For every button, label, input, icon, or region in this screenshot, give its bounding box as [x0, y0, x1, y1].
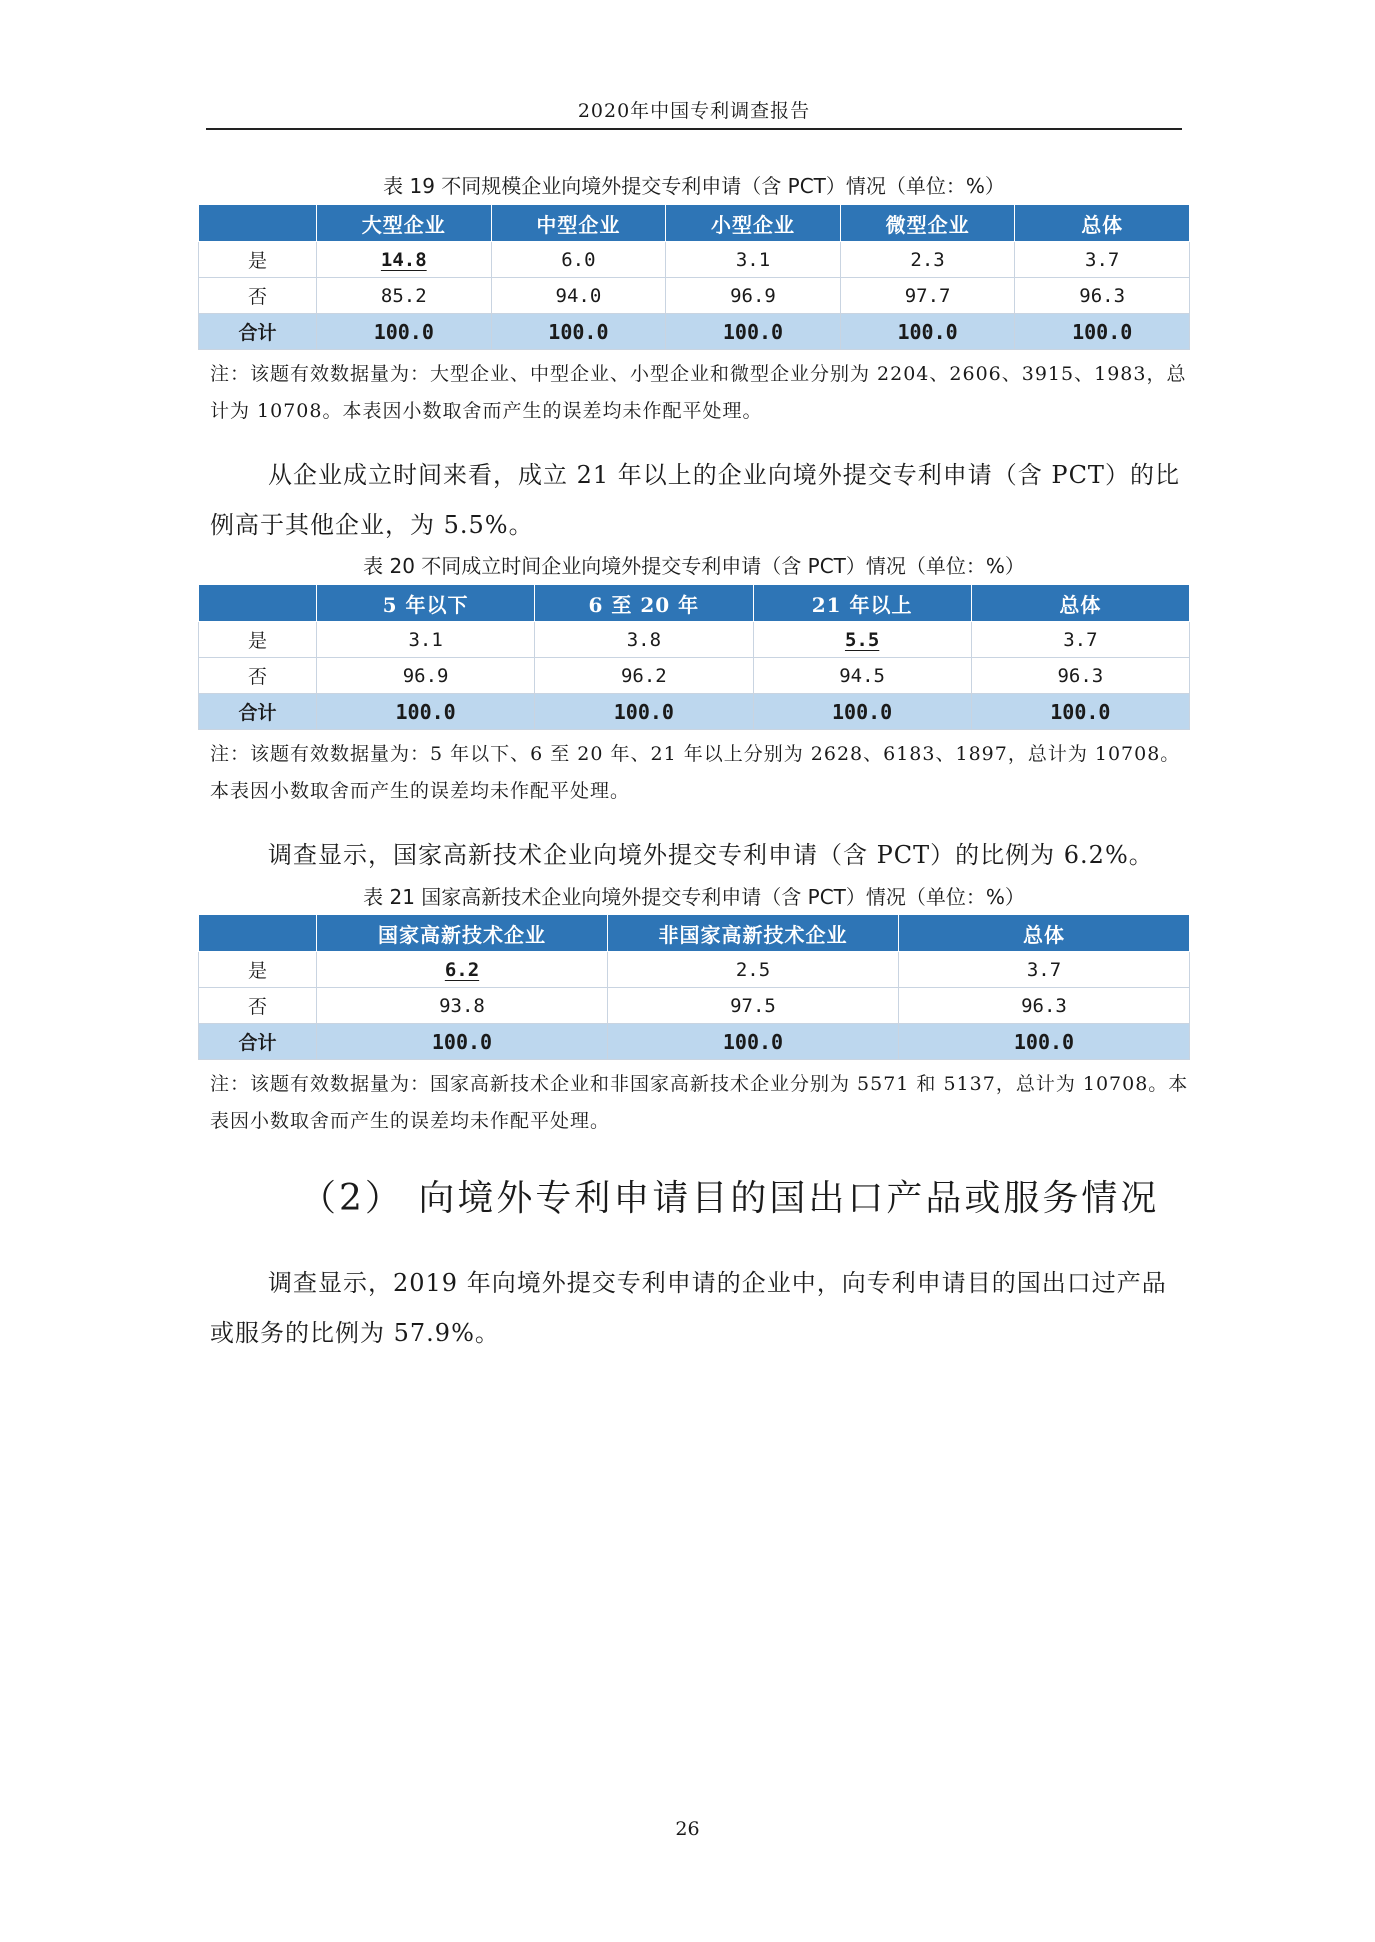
column-header: 总体 [1015, 205, 1190, 242]
table-cell: 94.5 [753, 658, 971, 694]
table-cell: 100.0 [608, 1024, 899, 1060]
section-heading: （2） 向境外专利申请目的国出口产品或服务情况 [300, 1178, 1160, 1219]
row-label: 合计 [199, 1024, 317, 1060]
table-19-caption: 表 19 不同规模企业向境外提交专利申请（含 PCT）情况（单位：%） [383, 174, 1005, 198]
column-header: 小型企业 [666, 205, 841, 242]
row-label: 是 [199, 242, 317, 278]
table-header-row [199, 915, 1190, 952]
table-cell: 3.8 [535, 622, 753, 658]
table-cell: 96.2 [535, 658, 753, 694]
table-row [199, 242, 1190, 278]
column-header: 微型企业 [840, 205, 1015, 242]
column-header: 6 至 20 年 [535, 585, 753, 622]
row-label: 否 [199, 988, 317, 1024]
column-header: 国家高新技术企业 [317, 915, 608, 952]
row-label: 否 [199, 658, 317, 694]
column-header: 中型企业 [491, 205, 666, 242]
table-cell: 96.3 [971, 658, 1189, 694]
table-cell: 100.0 [317, 1024, 608, 1060]
table-row [199, 622, 1190, 658]
table-cell: 96.9 [666, 278, 841, 314]
table-cell: 97.5 [608, 988, 899, 1024]
table-cell: 94.0 [491, 278, 666, 314]
running-header: 2020年中国专利调查报告 [577, 100, 811, 122]
column-header: 21 年以上 [753, 585, 971, 622]
paragraph-text: 调查显示，国家高新技术企业向境外提交专利申请（含 PCT）的比例为 6.2%。 [268, 841, 1154, 869]
table-corner-cell [199, 585, 317, 622]
table-cell: 2.5 [608, 952, 899, 988]
table-cell: 100.0 [753, 694, 971, 730]
header-rule [206, 128, 1182, 130]
table-cell: 100.0 [899, 1024, 1190, 1060]
table-19-note: 注：该题有效数据量为：大型企业、中型企业、小型企业和微型企业分别为 2204、2606、3915、1983，总计为 10708。本表因小数取舍而产生的误差均未作配平处理。 [210, 363, 1187, 422]
table-cell: 3.1 [317, 622, 535, 658]
body-paragraph [210, 450, 1180, 550]
table-cell: 93.8 [317, 988, 608, 1024]
table-cell: 96.3 [899, 988, 1190, 1024]
page-number: 26 [675, 1818, 700, 1840]
table-20-note: 注：该题有效数据量为：5 年以下、6 至 20 年、21 年以上分别为 2628、6183、1897，总计为 10708。本表因小数取舍而产生的误差均未作配平处理。 [210, 743, 1181, 802]
table-corner-cell [199, 915, 317, 952]
table-total-row [199, 1024, 1190, 1060]
table-header-row [199, 205, 1190, 242]
table-21-caption: 表 21 国家高新技术企业向境外提交专利申请（含 PCT）情况（单位：%） [363, 885, 1025, 909]
row-label: 否 [199, 278, 317, 314]
row-label: 是 [199, 622, 317, 658]
table-cell: 100.0 [317, 314, 492, 350]
table-total-row [199, 314, 1190, 350]
column-header: 总体 [971, 585, 1189, 622]
table-cell: 3.1 [666, 242, 841, 278]
paragraph-text: 从企业成立时间来看，成立 21 年以上的企业向境外提交专利申请（含 PCT）的比例高于其他企业，为 5.5%。 [210, 461, 1180, 539]
table-cell: 6.2 [317, 952, 608, 988]
body-paragraph [210, 830, 1180, 880]
table-cell: 3.7 [971, 622, 1189, 658]
table-cell: 14.8 [317, 242, 492, 278]
table-20 [198, 584, 1190, 730]
table-19 [198, 204, 1190, 350]
table-cell: 100.0 [666, 314, 841, 350]
row-label: 合计 [199, 314, 317, 350]
table-total-row [199, 694, 1190, 730]
table-cell: 96.9 [317, 658, 535, 694]
table-row [199, 658, 1190, 694]
table-cell: 100.0 [971, 694, 1189, 730]
table-cell: 2.3 [840, 242, 1015, 278]
column-header: 非国家高新技术企业 [608, 915, 899, 952]
column-header: 总体 [899, 915, 1190, 952]
table-cell: 5.5 [753, 622, 971, 658]
table-20-caption: 表 20 不同成立时间企业向境外提交专利申请（含 PCT）情况（单位：%） [363, 554, 1025, 578]
paragraph-text: 调查显示，2019 年向境外提交专利申请的企业中，向专利申请目的国出口过产品或服务的比例为 57.9%。 [210, 1269, 1167, 1347]
table-cell: 100.0 [1015, 314, 1190, 350]
row-label: 是 [199, 952, 317, 988]
table-21 [198, 914, 1190, 1060]
table-cell: 85.2 [317, 278, 492, 314]
table-cell: 3.7 [1015, 242, 1190, 278]
column-header: 5 年以下 [317, 585, 535, 622]
table-cell: 100.0 [840, 314, 1015, 350]
table-cell: 100.0 [491, 314, 666, 350]
table-row [199, 988, 1190, 1024]
table-row [199, 278, 1190, 314]
table-cell: 3.7 [899, 952, 1190, 988]
body-paragraph [210, 1258, 1180, 1358]
table-row [199, 952, 1190, 988]
table-cell: 100.0 [535, 694, 753, 730]
row-label: 合计 [199, 694, 317, 730]
table-cell: 97.7 [840, 278, 1015, 314]
table-cell: 100.0 [317, 694, 535, 730]
table-corner-cell [199, 205, 317, 242]
column-header: 大型企业 [317, 205, 492, 242]
table-header-row [199, 585, 1190, 622]
table-cell: 6.0 [491, 242, 666, 278]
table-21-note: 注：该题有效数据量为：国家高新技术企业和非国家高新技术企业分别为 5571 和 5137，总计为 10708。本表因小数取舍而产生的误差均未作配平处理。 [210, 1073, 1189, 1132]
table-cell: 96.3 [1015, 278, 1190, 314]
